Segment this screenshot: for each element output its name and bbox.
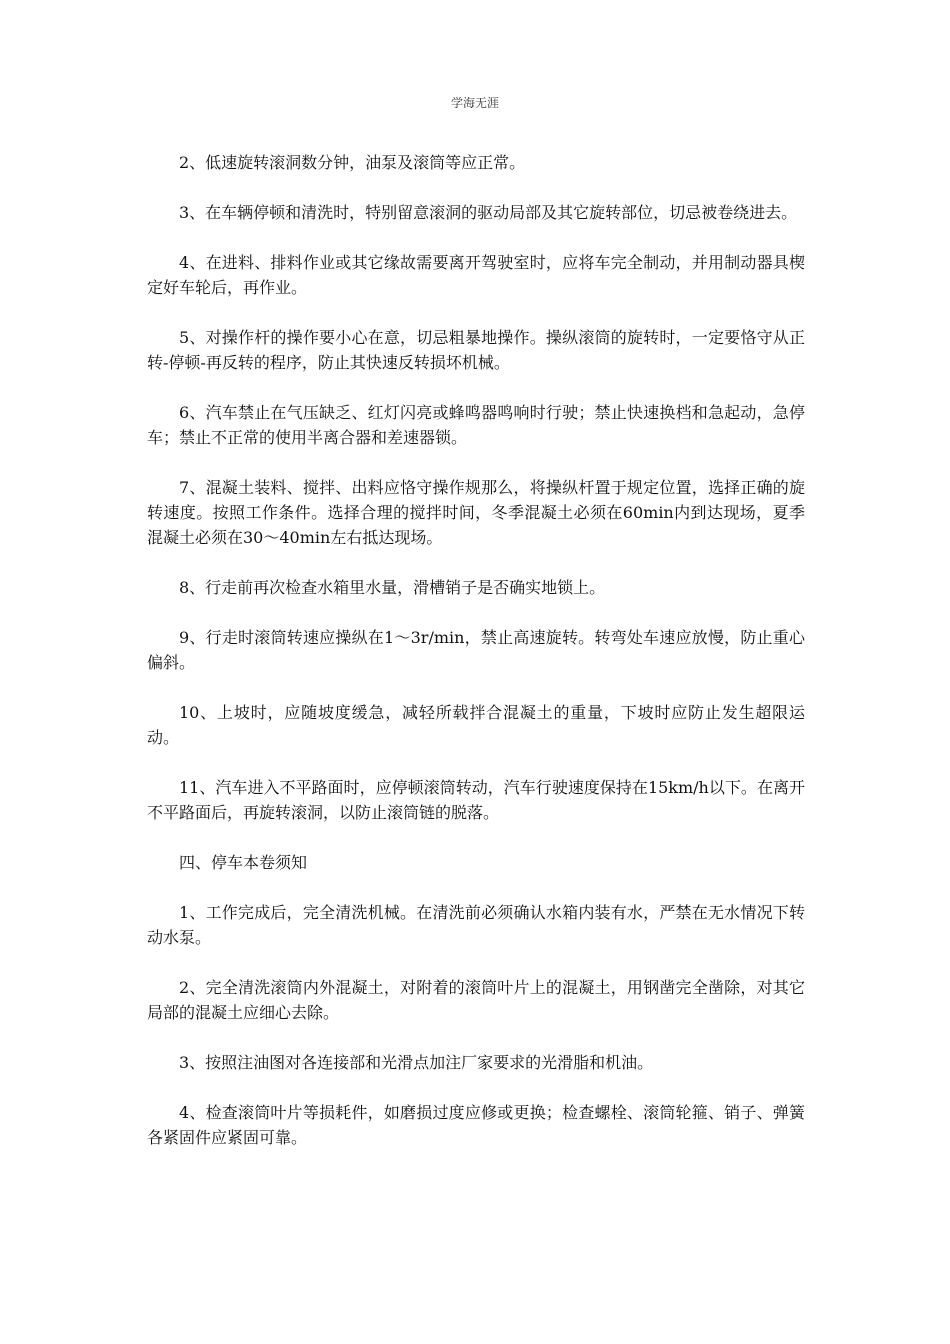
- paragraph-11: 1、工作完成后，完全清洗机械。在清洗前必须确认水箱内装有水，严禁在无水情况下转动水泵。: [147, 903, 805, 947]
- paragraph-6: 7、混凝土装料、搅拌、出料应恪守操作规那么，将操纵杆置于规定位置，选择正确的旋转速度。按照工作条件。选择合理的搅拌时间，冬季混凝土必须在60min内到达现场，夏季混凝土必须在30～40min左右抵达现场。: [147, 478, 805, 547]
- paragraph-9: 10、上坡时，应随坡度缓急，减轻所载拌合混凝土的重量，下坡时应防止发生超限运动。: [147, 703, 805, 747]
- paragraph-5: 6、汽车禁止在气压缺乏、红灯闪亮或蜂鸣器鸣响时行驶；禁止快速换档和急起动，急停车；禁止不正常的使用半离合器和差速器锁。: [147, 403, 805, 447]
- document-body: [147, 150, 805, 1175]
- paragraph-2: 3、在车辆停顿和清洗时，特别留意滚洞的驱动局部及其它旋转部位，切忌被卷绕进去。: [179, 203, 798, 222]
- section-heading: 四、停车本卷须知: [179, 853, 308, 872]
- paragraph-14: 4、检查滚筒叶片等损耗件，如磨损过度应修或更换；检查螺栓、滚筒轮箍、销子、弹簧各紧固件应紧固可靠。: [147, 1103, 805, 1147]
- page-header: 学海无涯: [450, 96, 499, 110]
- paragraph-4: 5、对操作杆的操作要小心在意，切忌粗暴地操作。操纵滚筒的旋转时，一定要恪守从正转-停顿-再反转的程序，防止其快速反转损坏机械。: [147, 328, 805, 372]
- paragraph-10: 11、汽车进入不平路面时，应停顿滚筒转动，汽车行驶速度保持在15km/h以下。在离开不平路面后，再旋转滚洞，以防止滚筒链的脱落。: [147, 778, 805, 822]
- paragraph-8: 9、行走时滚筒转速应操纵在1～3r/min，禁止高速旋转。转弯处车速应放慢，防止重心偏斜。: [147, 628, 805, 672]
- paragraph-3: 4、在进料、排料作业或其它缘故需要离开驾驶室时，应将车完全制动，并用制动器具楔定好车轮后，再作业。: [147, 253, 805, 297]
- paragraph-7: 8、行走前再次检查水箱里水量，滑槽销子是否确实地锁上。: [179, 578, 606, 597]
- paragraph-13: 3、按照注油图对各连接部和光滑点加注厂家要求的光滑脂和机油。: [179, 1053, 654, 1072]
- paragraph-12: 2、完全清洗滚筒内外混凝土，对附着的滚筒叶片上的混凝土，用钢凿完全凿除，对其它局部的混凝土应细心去除。: [147, 978, 805, 1022]
- paragraph-1: 2、低速旋转滚洞数分钟，油泵及滚筒等应正常。: [179, 153, 526, 172]
